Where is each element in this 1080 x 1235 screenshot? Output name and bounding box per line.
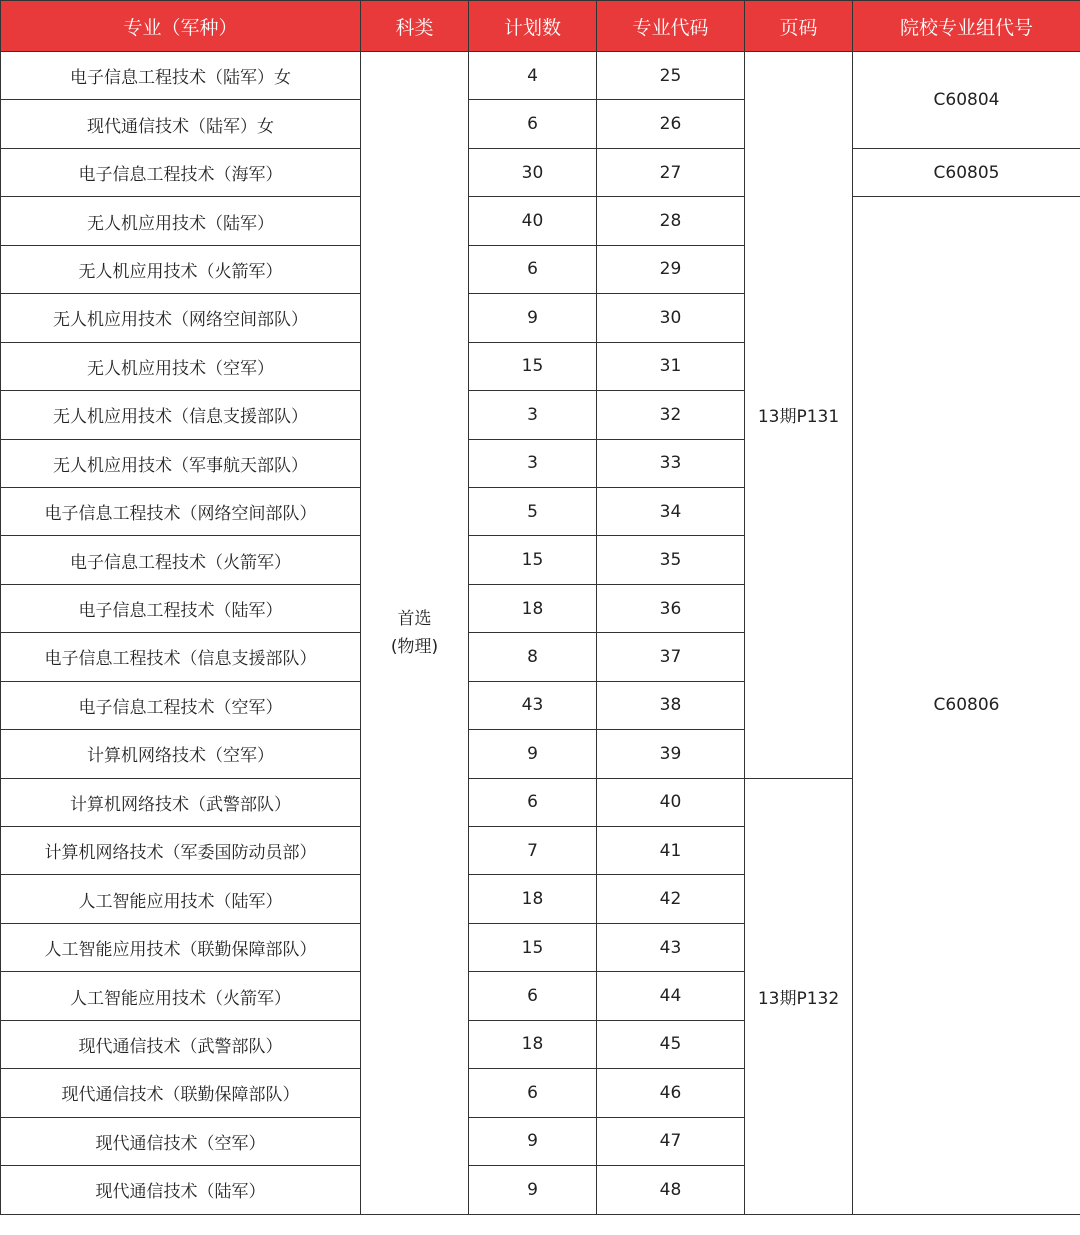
- plan-count-cell: 18: [469, 1020, 597, 1068]
- major-cell: 电子信息工程技术（空军）: [1, 681, 361, 729]
- header-subject: 科类: [361, 1, 469, 52]
- plan-count-cell: 30: [469, 148, 597, 196]
- major-cell: 电子信息工程技术（网络空间部队）: [1, 487, 361, 535]
- header-page: 页码: [745, 1, 853, 52]
- page-ref-cell: 13期P132: [745, 778, 853, 1214]
- major-cell: 计算机网络技术（军委国防动员部）: [1, 827, 361, 875]
- plan-count-cell: 3: [469, 439, 597, 487]
- plan-count-cell: 15: [469, 923, 597, 971]
- major-code-cell: 43: [597, 923, 745, 971]
- plan-count-cell: 8: [469, 633, 597, 681]
- major-code-cell: 44: [597, 972, 745, 1020]
- plan-count-cell: 5: [469, 487, 597, 535]
- plan-count-cell: 9: [469, 730, 597, 778]
- major-code-cell: 38: [597, 681, 745, 729]
- plan-count-cell: 15: [469, 342, 597, 390]
- plan-count-cell: 6: [469, 100, 597, 148]
- major-code-cell: 37: [597, 633, 745, 681]
- major-cell: 现代通信技术（陆军）: [1, 1166, 361, 1214]
- major-code-cell: 35: [597, 536, 745, 584]
- major-cell: 人工智能应用技术（火箭军）: [1, 972, 361, 1020]
- major-code-cell: 40: [597, 778, 745, 826]
- plan-count-cell: 6: [469, 245, 597, 293]
- major-cell: 电子信息工程技术（陆军）女: [1, 52, 361, 100]
- major-cell: 无人机应用技术（网络空间部队）: [1, 294, 361, 342]
- major-code-cell: 47: [597, 1117, 745, 1165]
- table-row: [1, 197, 1080, 245]
- major-cell: 现代通信技术（联勤保障部队）: [1, 1069, 361, 1117]
- major-code-cell: 33: [597, 439, 745, 487]
- plan-count-cell: 9: [469, 294, 597, 342]
- plan-count-cell: 43: [469, 681, 597, 729]
- header-group-code: 院校专业组代号: [853, 1, 1080, 52]
- header-major-code: 专业代码: [597, 1, 745, 52]
- major-cell: 现代通信技术（陆军）女: [1, 100, 361, 148]
- major-code-cell: 42: [597, 875, 745, 923]
- major-code-cell: 30: [597, 294, 745, 342]
- plan-count-cell: 6: [469, 972, 597, 1020]
- major-code-cell: 34: [597, 487, 745, 535]
- major-cell: 无人机应用技术（信息支援部队）: [1, 391, 361, 439]
- major-cell: 计算机网络技术（空军）: [1, 730, 361, 778]
- plan-count-cell: 7: [469, 827, 597, 875]
- major-cell: 电子信息工程技术（火箭军）: [1, 536, 361, 584]
- major-code-cell: 48: [597, 1166, 745, 1214]
- major-cell: 无人机应用技术（军事航天部队）: [1, 439, 361, 487]
- plan-count-cell: 18: [469, 875, 597, 923]
- major-cell: 人工智能应用技术（陆军）: [1, 875, 361, 923]
- major-code-cell: 31: [597, 342, 745, 390]
- major-code-cell: 26: [597, 100, 745, 148]
- plan-count-cell: 9: [469, 1166, 597, 1214]
- major-code-cell: 39: [597, 730, 745, 778]
- subject-category-line: (物理): [390, 636, 439, 657]
- major-cell: 现代通信技术（武警部队）: [1, 1020, 361, 1068]
- major-code-cell: 28: [597, 197, 745, 245]
- plan-count-cell: 18: [469, 584, 597, 632]
- header-row: [1, 1, 1080, 52]
- major-code-cell: 45: [597, 1020, 745, 1068]
- major-cell: 现代通信技术（空军）: [1, 1117, 361, 1165]
- plan-count-cell: 15: [469, 536, 597, 584]
- subject-category-cell: [361, 52, 469, 1215]
- major-cell: 电子信息工程技术（海军）: [1, 148, 361, 196]
- plan-count-cell: 4: [469, 52, 597, 100]
- major-code-cell: 36: [597, 584, 745, 632]
- plan-count-cell: 6: [469, 1069, 597, 1117]
- group-code-cell: C60804: [853, 52, 1080, 149]
- table-row: [1, 148, 1080, 196]
- major-code-cell: 29: [597, 245, 745, 293]
- major-code-cell: 46: [597, 1069, 745, 1117]
- major-cell: 计算机网络技术（武警部队）: [1, 778, 361, 826]
- major-cell: 无人机应用技术（空军）: [1, 342, 361, 390]
- major-code-cell: 41: [597, 827, 745, 875]
- header-plan-count: 计划数: [469, 1, 597, 52]
- major-code-cell: 32: [597, 391, 745, 439]
- major-cell: 无人机应用技术（陆军）: [1, 197, 361, 245]
- header-major: 专业（军种）: [1, 1, 361, 52]
- plan-count-cell: 40: [469, 197, 597, 245]
- subject-category-line: 首选: [397, 608, 432, 629]
- major-code-cell: 25: [597, 52, 745, 100]
- major-cell: 无人机应用技术（火箭军）: [1, 245, 361, 293]
- page-ref-cell: 13期P131: [745, 52, 853, 779]
- plan-count-cell: 3: [469, 391, 597, 439]
- group-code-cell: C60805: [853, 148, 1080, 196]
- group-code-cell: C60806: [853, 197, 1080, 1214]
- major-cell: 电子信息工程技术（陆军）: [1, 584, 361, 632]
- plan-count-cell: 6: [469, 778, 597, 826]
- major-cell: 人工智能应用技术（联勤保障部队）: [1, 923, 361, 971]
- major-cell: 电子信息工程技术（信息支援部队）: [1, 633, 361, 681]
- plan-count-cell: 9: [469, 1117, 597, 1165]
- table-row: [1, 52, 1080, 100]
- major-code-cell: 27: [597, 148, 745, 196]
